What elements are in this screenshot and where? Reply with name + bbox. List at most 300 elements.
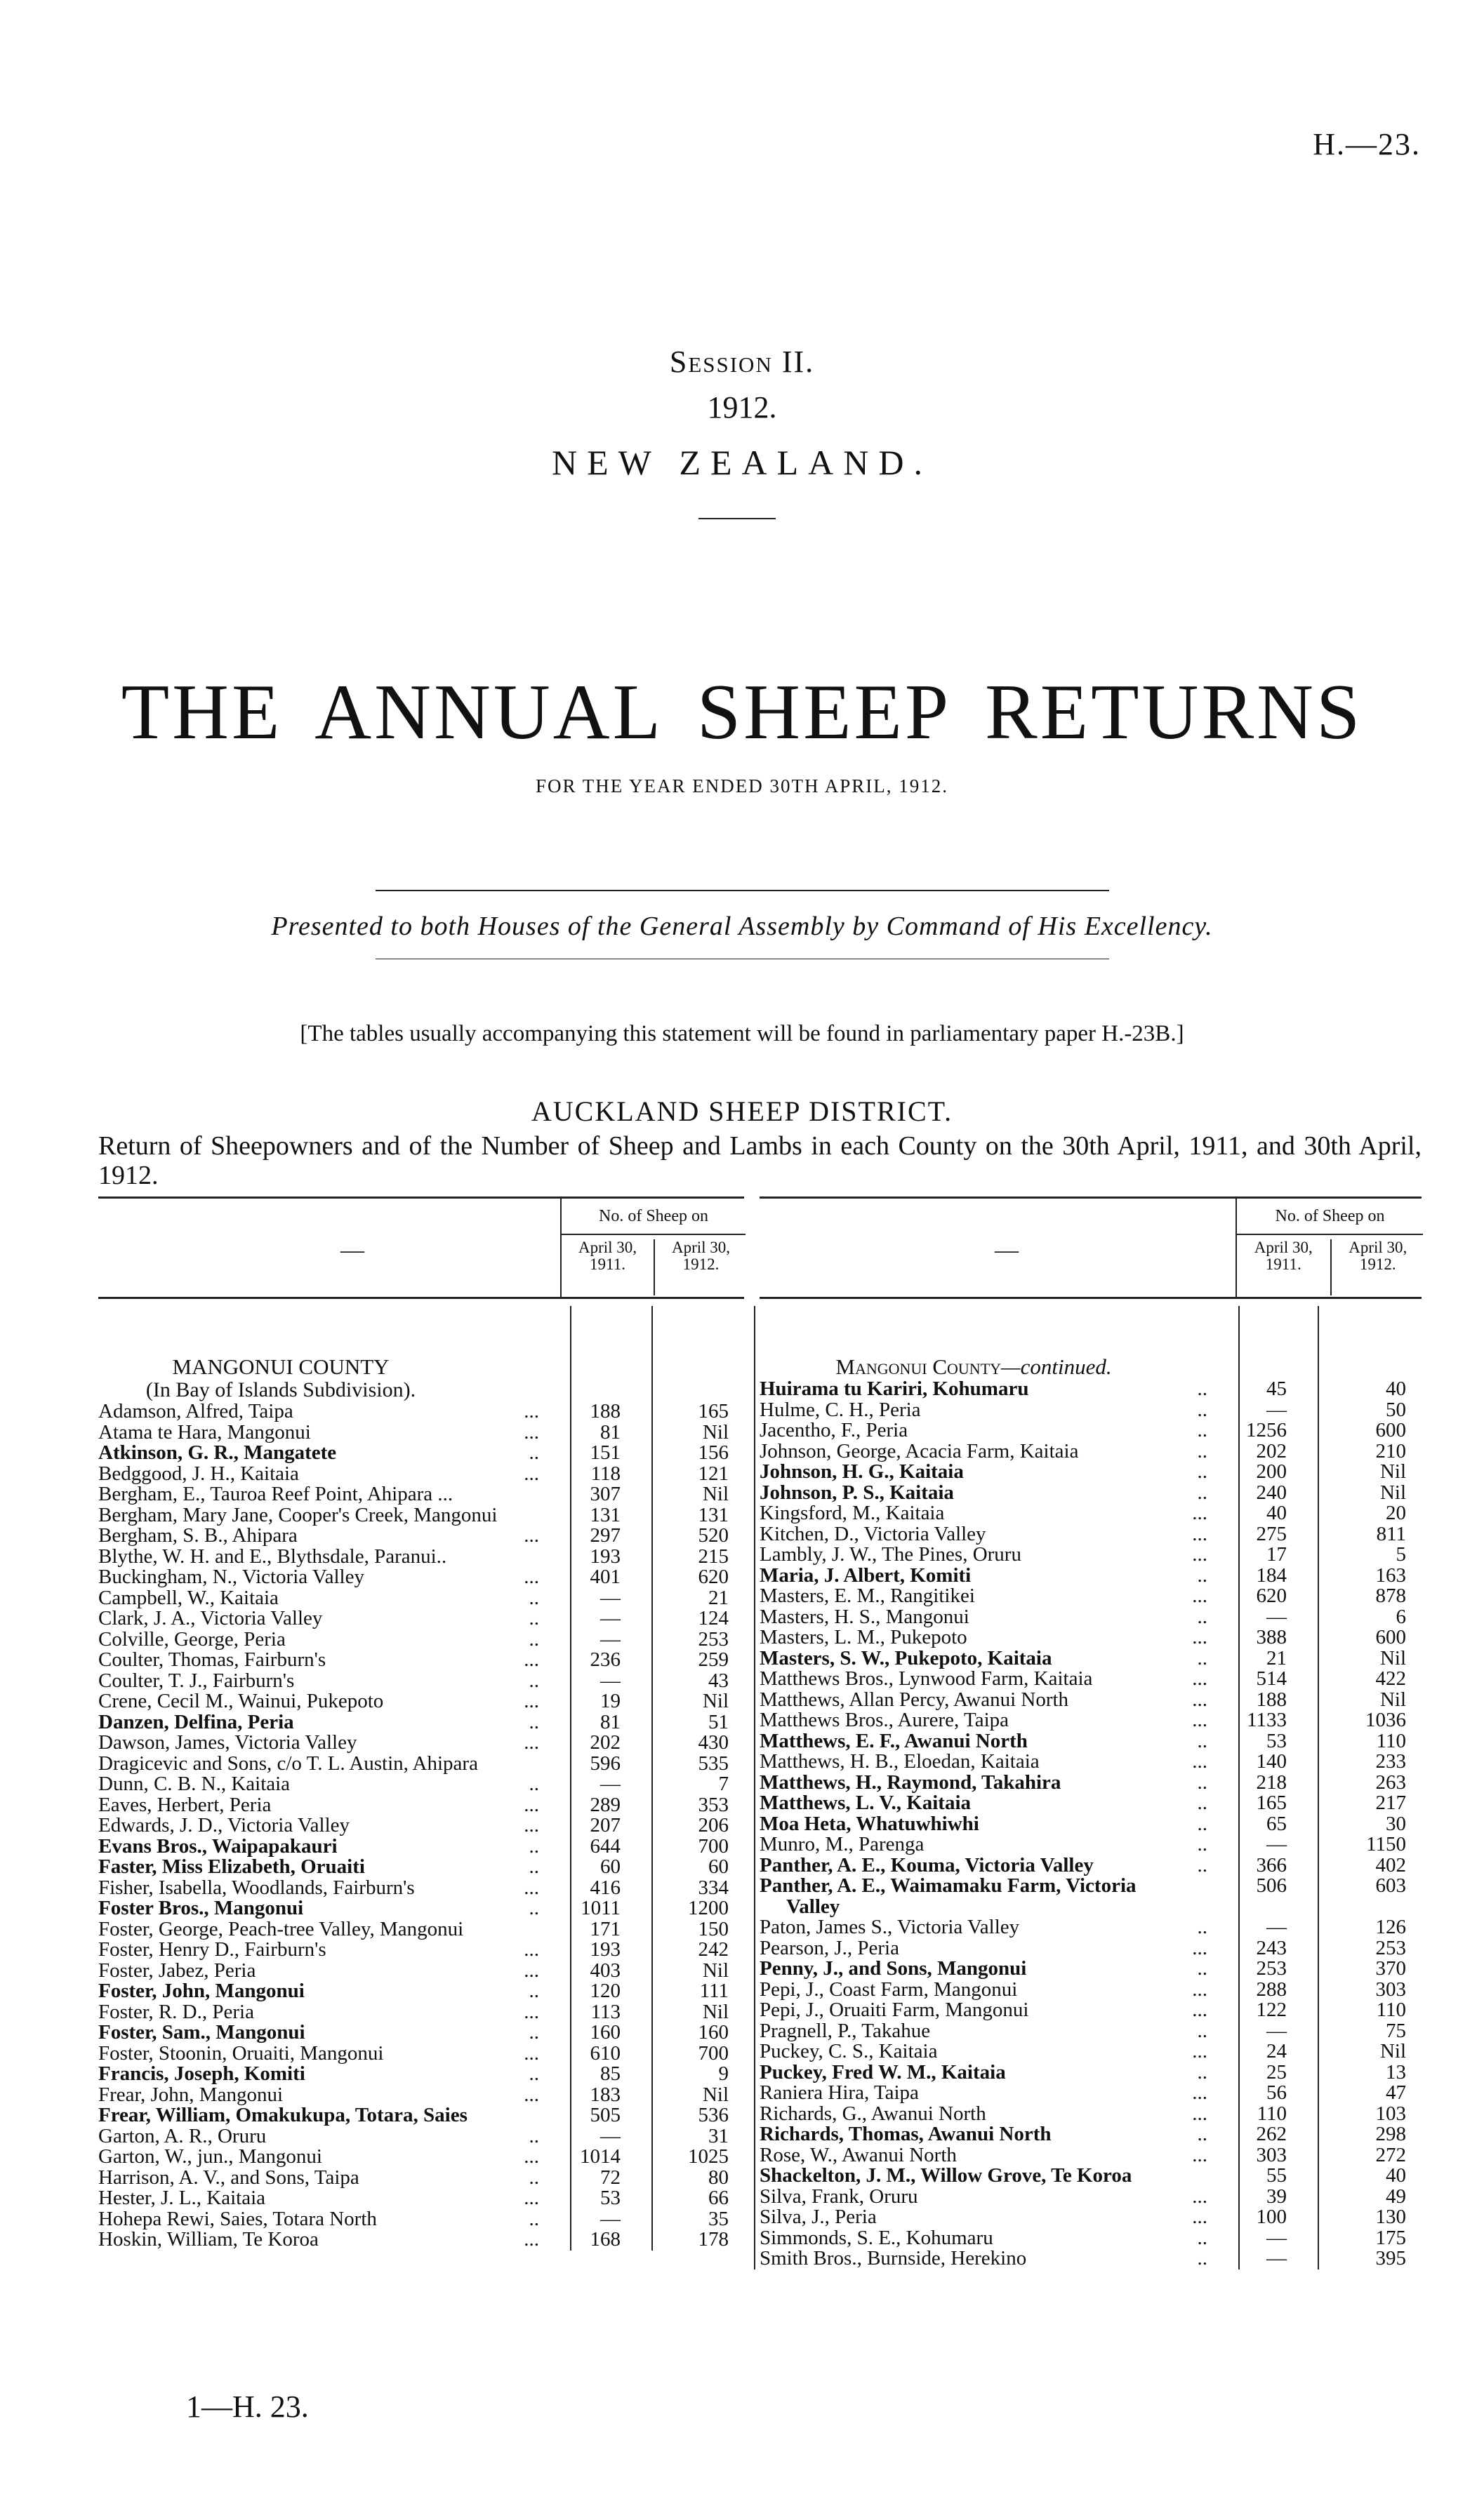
owner-name: Hester, J. L., Kaitaia [98, 2187, 266, 2209]
sheep-1912: 700 [698, 2041, 729, 2065]
owner-name: Matthews Bros., Aurere, Taipa [760, 1709, 1009, 1731]
paper-reference: H.—23. [1313, 127, 1421, 161]
owner-name: Dragicevic and Sons, c/o T. L. Austin, Ahipara [98, 1752, 478, 1775]
leader-dots: .. [1197, 1916, 1207, 1938]
owner-name: Moa Heta, Whatuwhiwhi [760, 1812, 979, 1835]
leader-dots: .. [1197, 1957, 1207, 1980]
sheep-1911: 262 [1256, 2123, 1287, 2145]
sheep-1911: 188 [1256, 1688, 1287, 1711]
sheep-1911: 40 [1266, 1502, 1287, 1524]
sheep-1911: 45 [1266, 1378, 1287, 1400]
table-row [98, 1526, 744, 1547]
owner-name: Frear, William, Omakukupa, Totara, Saies [98, 2104, 468, 2126]
owner-name: Foster Bros., Mangonui [98, 1897, 304, 1919]
sheep-1912: 30 [1386, 1812, 1406, 1835]
sheep-1911: 183 [590, 2083, 621, 2106]
sheep-1912: Nil [702, 1420, 729, 1444]
sheep-1912: 6 [1396, 1605, 1406, 1628]
leader-dots: ... [524, 2228, 539, 2251]
owner-name: Richards, G., Awanui North [760, 2102, 986, 2125]
owner-name: Silva, J., Peria [760, 2206, 877, 2228]
sheep-1911: 53 [1266, 1729, 1287, 1752]
leader-dots [1179, 2166, 1207, 2187]
sheep-1911: 366 [1256, 1853, 1287, 1876]
leader-dots: ... [1192, 1543, 1207, 1566]
leader-dots: ... [1192, 1688, 1207, 1711]
leader-dots: .. [529, 1586, 539, 1609]
sheep-1912: 31 [708, 2124, 729, 2147]
sheep-1911: 56 [1266, 2081, 1287, 2104]
sheep-1911: 253 [1256, 1957, 1287, 1980]
divider [376, 890, 1109, 891]
table-row [760, 2041, 1422, 2062]
table-row [98, 2085, 744, 2106]
column-rule [651, 1306, 653, 2251]
sheep-1912: 210 [1375, 1439, 1406, 1462]
sheep-1911: 297 [590, 1524, 621, 1547]
table-row [760, 1400, 1422, 1421]
table-row [760, 1627, 1422, 1648]
leader-dots: ... [524, 1876, 539, 1899]
table-rows [98, 1401, 744, 2251]
sheep-1911: 403 [590, 1959, 621, 1982]
leader-dots: .. [1197, 1771, 1207, 1794]
owner-name: Panther, A. E., Waimamaku Farm, Victoria Valley [760, 1874, 1137, 1918]
table-row [760, 1710, 1422, 1731]
sheep-1911: 1256 [1246, 1419, 1287, 1441]
owner-name: Matthews, H. B., Eloedan, Kaitaia [760, 1750, 1040, 1773]
page-signature: 1—H. 23. [186, 2389, 309, 2424]
table-row [98, 1774, 744, 1795]
sheep-1911: 140 [1256, 1750, 1287, 1773]
leader-dots: ... [524, 1524, 539, 1547]
sheep-1912: 217 [1375, 1792, 1406, 1814]
owner-name: Lambly, J. W., The Pines, Oruru [760, 1543, 1021, 1566]
header-group-label: No. of Sheep on [562, 1199, 746, 1235]
sheep-1911: 207 [590, 1814, 621, 1836]
table-row [760, 1834, 1422, 1855]
column-rule [1238, 1306, 1240, 2269]
owner-name: Foster, Sam., Mangonui [98, 2021, 305, 2044]
leader-dots: ... [1192, 1999, 1207, 2021]
owner-name: Atkinson, G. R., Mangatete [98, 1441, 337, 1464]
leader-dots: ... [1192, 2185, 1207, 2208]
owner-name: Simmonds, S. E., Kohumaru [760, 2226, 993, 2249]
sheep-1911: 160 [590, 2021, 621, 2044]
sheep-1911: 113 [590, 2000, 621, 2023]
sheep-1911: 505 [590, 2104, 621, 2126]
sheep-1911: 21 [1266, 1646, 1287, 1669]
sheep-1911: 60 [600, 1855, 621, 1878]
table-row [98, 1919, 744, 1940]
sheep-1911: 81 [600, 1420, 621, 1444]
sheep-1911: 288 [1256, 1978, 1287, 2001]
sheep-1911: 19 [600, 1690, 621, 1712]
leader-dots [511, 1919, 539, 1940]
owner-name: Edwards, J. D., Victoria Valley [98, 1814, 350, 1836]
table-row [760, 2062, 1422, 2084]
leader-dots: ... [1192, 2143, 1207, 2166]
leader-dots: ... [524, 1648, 539, 1671]
owner-name: Evans Bros., Waipapakauri [98, 1834, 338, 1858]
sheep-1911: 17 [1266, 1543, 1287, 1566]
sheep-1912: 160 [698, 2021, 729, 2044]
table-row [98, 1650, 744, 1671]
table-row [98, 1422, 744, 1444]
sheep-1911: 275 [1256, 1522, 1287, 1545]
sheep-1911: 122 [1256, 1999, 1287, 2021]
sheep-1911: 289 [590, 1793, 621, 1816]
owner-name: Faster, Miss Elizabeth, Oruaiti [98, 1855, 365, 1878]
owner-name: Masters, S. W., Pukepoto, Kaitaia [760, 1646, 1052, 1669]
sheep-1912: 263 [1375, 1771, 1406, 1794]
sheep-1912: 215 [698, 1545, 729, 1568]
owner-name: Pragnell, P., Takahue [760, 2019, 931, 2042]
owner-name: Foster, Henry D., Fairburn's [98, 1938, 326, 1961]
sheep-1912: 700 [698, 1834, 729, 1858]
leader-dots: .. [529, 2021, 539, 2044]
owner-name: Bergham, S. B., Ahipara [98, 1524, 298, 1547]
owner-name: Matthews, Allan Percy, Awanui North [760, 1688, 1069, 1711]
sheep-1912: 156 [698, 1441, 729, 1464]
owner-name: Foster, Stoonin, Oruaiti, Mangonui [98, 2041, 384, 2065]
sheep-1912: 35 [708, 2207, 729, 2230]
table-row [98, 1815, 744, 1836]
table-row [98, 1443, 744, 1464]
sheep-1912: Nil [702, 1959, 729, 1982]
sheep-1912: Nil [702, 1690, 729, 1712]
table-row [760, 1545, 1422, 1566]
sheep-1912: 111 [699, 1980, 729, 2002]
owner-name: Hulme, C. H., Peria [760, 1398, 921, 1421]
table-row [760, 1917, 1422, 1938]
owner-name: Masters, E. M., Rangitikei [760, 1585, 975, 1607]
table-body [760, 1299, 1422, 2269]
table-row [760, 2124, 1422, 2145]
table-row [760, 1483, 1422, 1504]
sheep-1912: 47 [1386, 2081, 1406, 2104]
owner-name: Hoskin, William, Te Koroa [98, 2228, 319, 2251]
sheep-1912: 259 [698, 1648, 729, 1671]
table-row [98, 2168, 744, 2189]
sheep-1912: 1036 [1365, 1709, 1406, 1731]
leader-dots: .. [529, 1773, 539, 1795]
sheep-1912: 50 [1386, 1398, 1406, 1421]
sheep-1911: 610 [590, 2041, 621, 2065]
sheep-1912: 603 [1375, 1874, 1406, 1897]
owner-name: Harrison, A. V., and Sons, Taipa [98, 2166, 359, 2189]
sheep-1911: 171 [590, 1917, 621, 1940]
subdivision-heading: (In Bay of Islands Subdivision). [145, 1378, 416, 1401]
county-heading [760, 1355, 1188, 1379]
table-row [760, 2021, 1422, 2042]
leader-dots: .. [529, 1441, 539, 1464]
leader-dots: .. [1197, 1419, 1207, 1441]
header-group-label: No. of Sheep on [1237, 1199, 1423, 1235]
owner-name: Coulter, T. J., Fairburn's [98, 1669, 295, 1692]
sheep-1911: — [1266, 1833, 1287, 1855]
table-row [98, 1671, 744, 1692]
table-row [98, 2041, 744, 2065]
sheep-1912: 1150 [1366, 1833, 1406, 1855]
table-row [98, 2064, 744, 2085]
owner-name: Rose, W., Awanui North [760, 2143, 957, 2166]
sheep-1912: Nil [1379, 1646, 1406, 1669]
owner-name: Panther, A. E., Kouma, Victoria Valley [760, 1853, 1094, 1876]
owner-name: Shackelton, J. M., Willow Grove, Te Koroa [760, 2164, 1132, 2187]
table-row [98, 1878, 744, 1899]
sheep-1912: Nil [1379, 1688, 1406, 1711]
sheep-1912: 103 [1375, 2102, 1406, 2125]
owner-name: Campbell, W., Kaitaia [98, 1586, 279, 1609]
sheep-1911: 303 [1256, 2143, 1287, 2166]
leader-dots: ... [1192, 2040, 1207, 2062]
table-row [760, 2000, 1422, 2021]
owner-name: Foster, Jabez, Peria [98, 1959, 256, 1982]
leader-dots [511, 1484, 539, 1505]
sheep-1912: 253 [698, 1627, 729, 1651]
table-row [98, 1567, 744, 1588]
sheep-table-right [760, 1196, 1422, 2269]
owner-name: Huirama tu Kariri, Kohumaru [760, 1378, 1029, 1400]
leader-dots: .. [529, 2124, 539, 2147]
table-row [98, 2002, 744, 2023]
county-heading: MANGONUI COUNTY [172, 1354, 390, 1379]
owner-name: Munro, M., Parenga [760, 1833, 925, 1855]
leader-dots: ... [1192, 2206, 1207, 2228]
table-row [98, 2022, 744, 2044]
sheep-1912: 334 [698, 1876, 729, 1899]
sheep-1911: — [600, 2124, 621, 2147]
leader-dots: ... [524, 2000, 539, 2023]
leader-dots: .. [1197, 1605, 1207, 1628]
sheep-1912: 60 [708, 1855, 729, 1878]
county-continued: —continued. [1001, 1354, 1112, 1379]
table-row [98, 2147, 744, 2168]
sheep-1912: 80 [708, 2166, 729, 2189]
owner-name: Silva, Frank, Oruru [760, 2185, 918, 2208]
sheep-table-left [98, 1196, 744, 2251]
sheep-1911: — [1266, 1398, 1287, 1421]
sheep-1912: 126 [1375, 1916, 1406, 1938]
owner-name: Masters, L. M., Pukepoto [760, 1626, 967, 1648]
table-row [98, 1857, 744, 1878]
sheep-1912: 121 [698, 1462, 729, 1485]
sheep-1911: 218 [1256, 1771, 1287, 1794]
table-row [98, 1691, 744, 1712]
sheep-1911: — [1266, 2226, 1287, 2249]
owner-name: Foster, George, Peach-tree Valley, Mangonui [98, 1917, 464, 1940]
leader-dots: ... [524, 1938, 539, 1961]
owner-name: Frear, John, Mangonui [98, 2083, 284, 2106]
sheep-1911: 1133 [1247, 1709, 1287, 1731]
sheep-1912: 40 [1386, 2164, 1406, 2187]
leader-dots: ... [1192, 1626, 1207, 1648]
leader-dots: ... [524, 1959, 539, 1982]
leader-dots: .. [529, 1607, 539, 1629]
sheep-1911: 193 [590, 1938, 621, 1961]
sheep-1911: 644 [590, 1834, 621, 1858]
owner-name: Foster, John, Mangonui [98, 1980, 305, 2002]
leader-dots: .. [1197, 2060, 1207, 2084]
header-group [1235, 1199, 1423, 1297]
sheep-1911: 131 [590, 1503, 621, 1526]
document-subtitle: FOR THE YEAR ENDED 30TH APRIL, 1912. [535, 775, 948, 796]
header-col-1912: April 30, 1912. [654, 1239, 747, 1295]
leader-dots: .. [529, 2062, 539, 2085]
owner-name: Penny, J., and Sons, Mangonui [760, 1957, 1027, 1980]
sheep-1911: 81 [600, 1710, 621, 1733]
owner-name: Clark, J. A., Victoria Valley [98, 1607, 323, 1629]
leader-dots: .. [529, 1834, 539, 1858]
sheep-1912: 51 [708, 1710, 729, 1733]
sheep-1911: 118 [590, 1462, 621, 1485]
sheep-1911: — [600, 1669, 621, 1692]
table-row [760, 2187, 1422, 2208]
leader-dots: .. [529, 2207, 539, 2230]
header-col-1911: April 30, 1911. [1254, 1239, 1313, 1273]
sheep-1911: 25 [1266, 2060, 1287, 2084]
header-col-1911: April 30, 1911. [578, 1239, 637, 1273]
sheep-1911: 200 [1256, 1460, 1287, 1483]
divider [698, 518, 776, 519]
sheep-1912: Nil [702, 2083, 729, 2106]
sheep-1911: — [600, 1773, 621, 1795]
leader-dots: .. [1197, 1481, 1207, 1504]
leader-dots: ... [1192, 2102, 1207, 2125]
owner-name: Puckey, Fred W. M., Kaitaia [760, 2060, 1006, 2084]
year-heading: 1912. [707, 390, 777, 425]
sheep-1912: 353 [698, 1793, 729, 1816]
owner-name: Johnson, H. G., Kaitaia [760, 1460, 964, 1483]
table-row [98, 1712, 744, 1733]
presented-line: Presented to both Houses of the General Assembly by Command of His Excellency. [271, 912, 1213, 941]
sheep-1912: 536 [698, 2104, 729, 2126]
sheep-1912: 7 [718, 1773, 729, 1795]
sheep-1912: 66 [708, 2187, 729, 2209]
table-row [98, 1940, 744, 1961]
owner-name: Danzen, Delfina, Peria [98, 1710, 294, 1733]
table-row [760, 1959, 1422, 1980]
table-row [98, 1898, 744, 1919]
leader-dots: .. [1197, 2019, 1207, 2042]
sheep-1912: 20 [1386, 1502, 1406, 1524]
table-row [98, 1733, 744, 1754]
table-row [98, 1754, 744, 1775]
sheep-1912: 150 [698, 1917, 729, 1940]
table-row [760, 1855, 1422, 1876]
table-row [760, 1420, 1422, 1441]
sheep-1911: 39 [1266, 2185, 1287, 2208]
leader-dots: .. [1197, 1398, 1207, 1421]
table-row [98, 2229, 744, 2251]
table-header [760, 1196, 1422, 1299]
owner-name: Dawson, James, Victoria Valley [98, 1731, 357, 1754]
sheep-1911: — [1266, 2019, 1287, 2042]
sheep-1912: 520 [698, 1524, 729, 1547]
sheep-1911: 506 [1256, 1874, 1287, 1897]
sheep-1912: 233 [1375, 1750, 1406, 1773]
sheep-1912: 175 [1375, 2226, 1406, 2249]
sheep-1912: 402 [1375, 1853, 1406, 1876]
sheep-1912: Nil [702, 1483, 729, 1505]
owner-name: Fisher, Isabella, Woodlands, Fairburn's [98, 1876, 415, 1899]
table-row [98, 1588, 744, 1609]
leader-dots: ... [524, 1462, 539, 1485]
leader-dots: .. [529, 1855, 539, 1878]
return-description: Return of Sheepowners and of the Number of Sheep and Lambs in each County on the 30th April, 1911, and 30th April, 1912. [98, 1131, 1422, 1190]
sheep-1912: 422 [1375, 1667, 1406, 1690]
header-col-1912: April 30, 1912. [1330, 1239, 1425, 1295]
sheep-1912: 430 [698, 1731, 729, 1754]
sheep-1912: 40 [1386, 1378, 1406, 1400]
session-heading: Session II. [669, 345, 815, 379]
owner-name: Bergham, E., Tauroa Reef Point, Ahipara ... [98, 1483, 453, 1505]
sheep-1911: 236 [590, 1648, 621, 1671]
owner-name: Matthews Bros., Lynwood Farm, Kaitaia [760, 1667, 1093, 1690]
owner-name: Bergham, Mary Jane, Cooper's Creek, Mangonui [98, 1503, 498, 1526]
sheep-1912: Nil [1379, 2040, 1406, 2062]
table-row [760, 1876, 1422, 1917]
leader-dots: .. [1197, 1646, 1207, 1669]
leader-dots: ... [524, 1690, 539, 1712]
leader-dots: ... [524, 1731, 539, 1754]
leader-dots: .. [1197, 1460, 1207, 1483]
leader-dots: ... [1192, 1709, 1207, 1731]
table-row [98, 1401, 744, 1422]
leader-dots [511, 1754, 539, 1775]
table-row [98, 1464, 744, 1485]
sheep-1911: — [600, 2207, 621, 2230]
sheep-1912: 395 [1375, 2247, 1406, 2269]
leader-dots: .. [529, 1710, 539, 1733]
sheep-1911: 72 [600, 2166, 621, 2189]
sheep-1911: 168 [590, 2228, 621, 2251]
sheep-1911: — [1266, 2247, 1287, 2269]
column-rule [570, 1306, 571, 2251]
table-body [98, 1299, 744, 2251]
sheep-1912: Nil [1379, 1460, 1406, 1483]
sheep-1912: 110 [1376, 1999, 1406, 2021]
owner-name: Pearson, J., Peria [760, 1936, 899, 1959]
owner-name: Buckingham, N., Victoria Valley [98, 1566, 364, 1588]
owner-name: Hohepa Rewi, Saies, Totara North [98, 2207, 377, 2230]
sheep-1911: 85 [600, 2062, 621, 2085]
sheep-1911: — [1266, 1916, 1287, 1938]
table-row [760, 2104, 1422, 2125]
document-title: THE ANNUAL SHEEP RETURNS [121, 669, 1363, 756]
sheep-1912: 206 [698, 1814, 729, 1836]
leader-dots: ... [524, 1793, 539, 1816]
leader-dots [511, 1505, 539, 1526]
sheep-1912: 75 [1386, 2019, 1406, 2042]
owner-name: Smith Bros., Burnside, Herekino [760, 2247, 1027, 2269]
leader-dots: ... [524, 2041, 539, 2065]
leader-dots: ... [524, 2187, 539, 2209]
leader-dots: .. [529, 2166, 539, 2189]
sheep-1911: 53 [600, 2187, 621, 2209]
leader-dots: .. [1197, 1564, 1207, 1587]
table-row [98, 1484, 744, 1505]
leader-dots: .. [529, 1627, 539, 1651]
sheep-1912: 620 [698, 1566, 729, 1588]
leader-dots: ... [1192, 1502, 1207, 1524]
sheep-1911: 193 [590, 1545, 621, 1568]
table-row [98, 1547, 744, 1568]
owner-name: Bedggood, J. H., Kaitaia [98, 1462, 299, 1485]
sheep-1911: 401 [590, 1566, 621, 1588]
leader-dots: .. [529, 1669, 539, 1692]
